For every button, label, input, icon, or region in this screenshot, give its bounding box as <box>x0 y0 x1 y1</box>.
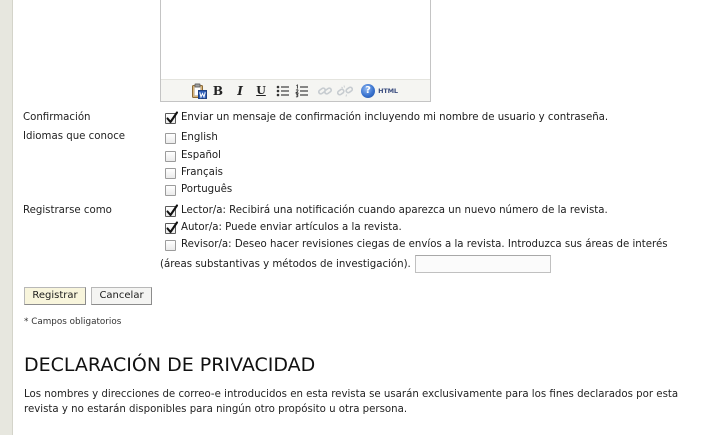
reviewer-interests-prompt: (áreas substantivas y métodos de investigación). <box>160 258 411 270</box>
register-button[interactable]: Registrar <box>24 287 86 305</box>
language-option-english[interactable] <box>165 131 218 145</box>
checkmark-icon <box>166 111 178 124</box>
role-option-label: Autor/a: Puede enviar artículos a la revista. <box>181 222 402 233</box>
language-option-label: Français <box>181 167 223 178</box>
bold-icon[interactable] <box>210 83 226 99</box>
link-icon[interactable] <box>317 83 333 99</box>
cancel-button[interactable]: Cancelar <box>91 287 152 305</box>
language-option-spanish[interactable] <box>165 149 221 163</box>
role-option-reader[interactable] <box>165 204 608 218</box>
editor-content-area[interactable] <box>161 0 430 79</box>
role-checkbox-reader[interactable] <box>165 206 176 217</box>
checkmark-icon <box>166 221 178 234</box>
role-option-reviewer[interactable] <box>165 238 668 252</box>
bold-glyph: B <box>212 84 224 98</box>
left-sidebar-strip <box>0 0 13 435</box>
confirmation-checkbox[interactable] <box>165 113 176 124</box>
language-option-label: English <box>181 132 218 143</box>
role-option-label: Revisor/a: Deseo hacer revisiones ciegas de envíos a la revista. Introduzca sus áreas de interés <box>181 239 668 250</box>
privacy-statement-line: Los nombres y direcciones de correo-e introducidos en esta revista se usarán exclusivamente para los fines declarados por esta <box>24 389 679 400</box>
role-checkbox-author[interactable] <box>165 223 176 234</box>
role-option-author[interactable] <box>165 221 402 235</box>
unlink-icon[interactable] <box>337 83 353 99</box>
language-checkbox-english[interactable] <box>165 133 176 144</box>
reviewer-interests-input[interactable] <box>415 255 551 273</box>
required-fields-note: * Campos obligatorios <box>24 317 122 327</box>
confirmation-option-label: Enviar un mensaje de confirmación incluyendo mi nombre de usuario y contraseña. <box>181 112 609 123</box>
italic-glyph: I <box>237 84 243 98</box>
confirmation-label: Confirmación <box>23 112 91 123</box>
language-option-portuguese[interactable] <box>165 183 232 197</box>
language-option-french[interactable] <box>165 166 223 180</box>
languages-label: Idiomas que conoce <box>23 131 126 142</box>
privacy-statement <box>24 387 678 417</box>
paste-from-word-icon[interactable] <box>191 83 207 99</box>
html-label: HTML <box>378 87 398 95</box>
language-option-label: Español <box>181 150 221 161</box>
role-checkbox-reviewer[interactable] <box>165 240 176 251</box>
help-icon[interactable] <box>360 83 376 99</box>
language-checkbox-spanish[interactable] <box>165 151 176 162</box>
numbered-list-icon[interactable] <box>294 83 310 99</box>
underline-glyph: U <box>256 84 266 97</box>
rich-text-editor <box>160 0 431 102</box>
html-source-icon[interactable] <box>377 83 399 99</box>
role-option-label: Lector/a: Recibirá una notificación cuando aparezca un nuevo número de la revista. <box>181 205 608 216</box>
underline-icon[interactable] <box>253 83 269 99</box>
privacy-statement-line: revista y no estarán disponibles para ningún otro propósito u otra persona. <box>24 404 408 415</box>
editor-toolbar <box>161 79 430 101</box>
language-checkbox-portuguese[interactable] <box>165 185 176 196</box>
checkmark-icon <box>166 204 178 217</box>
privacy-heading: DECLARACIÓN DE PRIVACIDAD <box>24 354 316 376</box>
reviewer-interests-row <box>160 255 551 273</box>
register-as-label: Registrarse como <box>23 205 112 216</box>
italic-icon[interactable] <box>232 83 248 99</box>
language-checkbox-french[interactable] <box>165 168 176 179</box>
language-option-label: Português <box>181 184 233 195</box>
bullet-list-icon[interactable] <box>275 83 291 99</box>
help-glyph: ? <box>361 84 375 98</box>
confirmation-option[interactable] <box>165 111 608 125</box>
